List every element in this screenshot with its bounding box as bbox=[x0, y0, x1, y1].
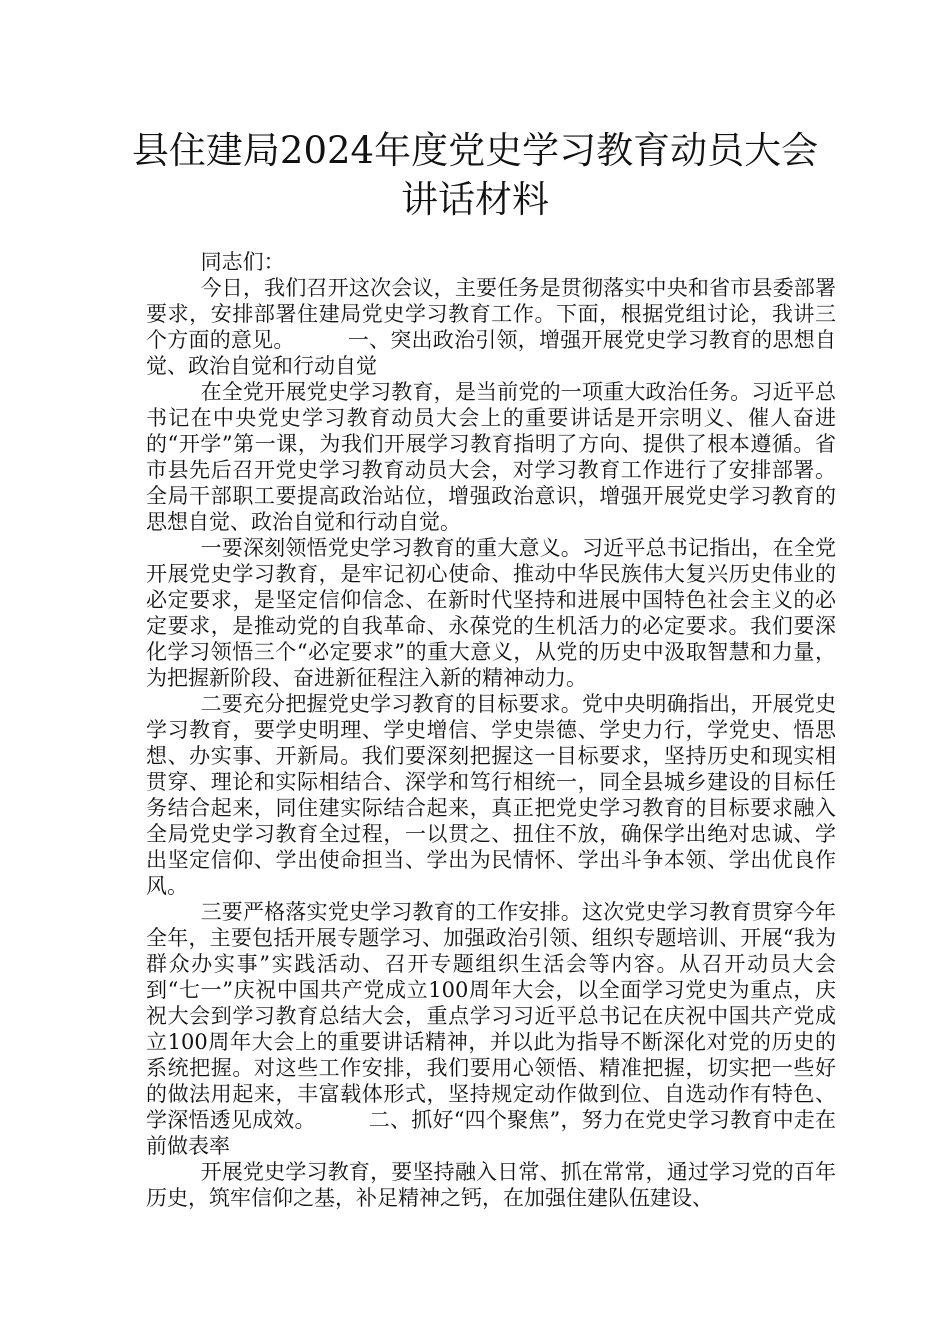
paragraph-objectives: 二要充分把握党史学习教育的目标要求。党中央明确指出，开展党史学习教育，要学史明理、学史增信、学史崇德、学史力行，学党史、悟思想、办实事、开新局。我们要深刻把握这一目标要求，坚持历史和现实相贯穿、理论和实际相结合、深学和笃行相统一，同全县城乡建设的目标任务结合起来，同住建实际结合起来，真正把党史学习教育的目标要求融入全局党史学习教育全过程，一以贯之、扭住不放，确保学出绝对忠诚、学出坚定信仰、学出使命担当、学出为民情怀、学出斗争本领、学出优良作风。 bbox=[146, 692, 836, 898]
paragraph-significance: 一要深刻领悟党史学习教育的重大意义。习近平总书记指出，在全党开展党史学习教育，是牢记初心使命、推动中华民族伟大复兴历史伟业的必定要求，是坚定信仰信念、在新时代坚持和进展中国特色社会主义的必定要求，是推动党的自我革命、永葆党的生机活力的必定要求。我们要深化学习领悟三个“必定要求”的重大意义，从党的历史中汲取智慧和力量，为把握新阶段、奋进新征程注入新的精神动力。 bbox=[146, 536, 836, 690]
paragraph-arrangements: 三要严格落实党史学习教育的工作安排。这次党史学习教育贯穿今年全年，主要包括开展专题学习、加强政治引领、组织专题培训、开展“我为群众办实事”实践活动、召开专题组织生活会等内容。从召开动员大会到“七一”庆祝中国共产党成立100周年大会，以全面学习党史为重点，庆祝大会到学习教育总结大会，重点学习习近平总书记在庆祝中国共产党成立100周年大会上的重要讲话精神，并以此为指导不断深化对党的历史的系统把握。对这些工作安排，我们要用心领悟、精准把握，切实把一些好的做法用起来，丰富载体形式，坚持规定动作做到位、自选动作有特色、学深悟透见成效。 二、抓好“四个聚焦”，努力在党史学习教育中走在前做表率 bbox=[146, 900, 836, 1158]
paragraph-daily-practice: 开展党史学习教育，要坚持融入日常、抓在常常，通过学习党的百年历史，筑牢信仰之基，补足精神之钙，在加强住建队伍建设、 bbox=[146, 1160, 836, 1210]
paragraph-intro: 今日，我们召开这次会议，主要任务是贯彻落实中央和省市县委部署要求，安排部署住建局党史学习教育工作。下面，根据党组讨论，我讲三个方面的意见。 一、突出政治引领，增强开展党史学习教育的思想自觉、政治自觉和行动自觉 bbox=[146, 276, 836, 378]
document-body bbox=[146, 249, 836, 1211]
document-title-line1: 县住建局2024年度党史学习教育动员大会 bbox=[131, 129, 819, 172]
document-title-line2: 讲话材料 bbox=[401, 178, 549, 221]
paragraph-political-task: 在全党开展党史学习教育，是当前党的一项重大政治任务。习近平总书记在中央党史学习教育动员大会上的重要讲话是开宗明义、催人奋进的“开学”第一课，为我们开展学习教育指明了方向、提供了根本遵循。省市县先后召开党史学习教育动员大会，对学习教育工作进行了安排部署。全局干部职工要提高政治站位，增强政治意识，增强开展党史学习教育的思想自觉、政治自觉和行动自觉。 bbox=[146, 380, 836, 534]
salutation: 同志们： bbox=[200, 250, 285, 274]
